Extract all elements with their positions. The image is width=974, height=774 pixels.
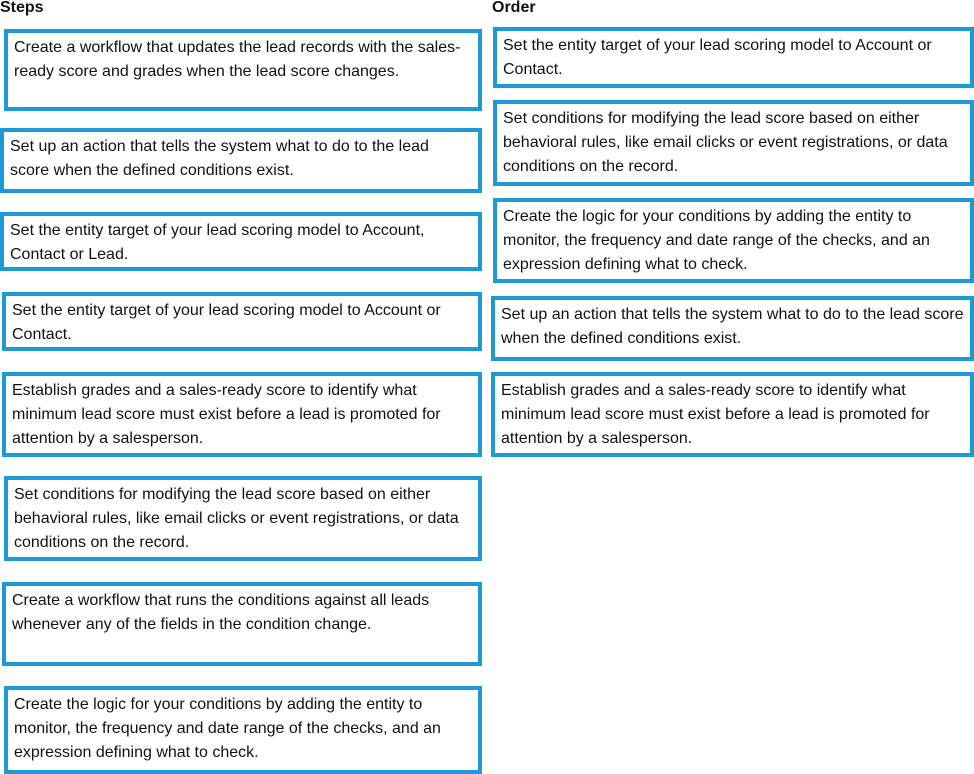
order-card-text: Set conditions for modifying the lead score based on either behavioral rules, like email clicks or event registrations, or data conditions on the record. <box>503 110 948 175</box>
step-card-text: Create the logic for your conditions by adding the entity to monitor, the frequency and date range of the checks, and an expression defining what to check. <box>14 696 441 761</box>
order-card-text: Establish grades and a sales-ready score to identify what minimum lead score must exist before a lead is promoted for attention by a salesperson. <box>501 382 930 447</box>
step-card[interactable] <box>4 29 482 111</box>
step-card-text: Set the entity target of your lead scoring model to Account, Contact or Lead. <box>10 222 425 263</box>
order-column-heading: Order <box>492 0 536 16</box>
step-card[interactable] <box>4 686 482 774</box>
step-card-text: Set conditions for modifying the lead score based on either behavioral rules, like email clicks or event registrations, or data conditions on the record. <box>14 486 459 551</box>
step-card[interactable] <box>2 292 482 351</box>
order-card-text: Create the logic for your conditions by adding the entity to monitor, the frequency and date range of the checks, and an expression defining what to check. <box>503 208 930 273</box>
step-card-text: Set the entity target of your lead scoring model to Account or Contact. <box>12 302 441 343</box>
step-card[interactable] <box>2 372 482 457</box>
order-card[interactable] <box>491 296 974 361</box>
step-card[interactable] <box>4 476 482 561</box>
step-card-text: Set up an action that tells the system what to do to the lead score when the defined conditions exist. <box>10 138 429 179</box>
step-card-text: Create a workflow that updates the lead records with the sales-ready score and grades when the lead score changes. <box>14 39 461 80</box>
order-card-text: Set up an action that tells the system what to do to the lead score when the defined conditions exist. <box>501 306 964 347</box>
steps-column-heading: Steps <box>0 0 44 16</box>
order-card[interactable] <box>491 372 974 457</box>
step-card-text: Establish grades and a sales-ready score to identify what minimum lead score must exist before a lead is promoted for attention by a salesperson. <box>12 382 441 447</box>
step-card[interactable] <box>0 128 482 193</box>
order-card[interactable] <box>493 27 974 88</box>
step-card-text: Create a workflow that runs the conditions against all leads whenever any of the fields in the condition change. <box>12 592 430 633</box>
step-card[interactable] <box>2 582 482 666</box>
order-card-text: Set the entity target of your lead scoring model to Account or Contact. <box>503 37 932 78</box>
order-card[interactable] <box>493 198 974 283</box>
order-card[interactable] <box>493 100 974 186</box>
step-card[interactable] <box>0 212 482 271</box>
